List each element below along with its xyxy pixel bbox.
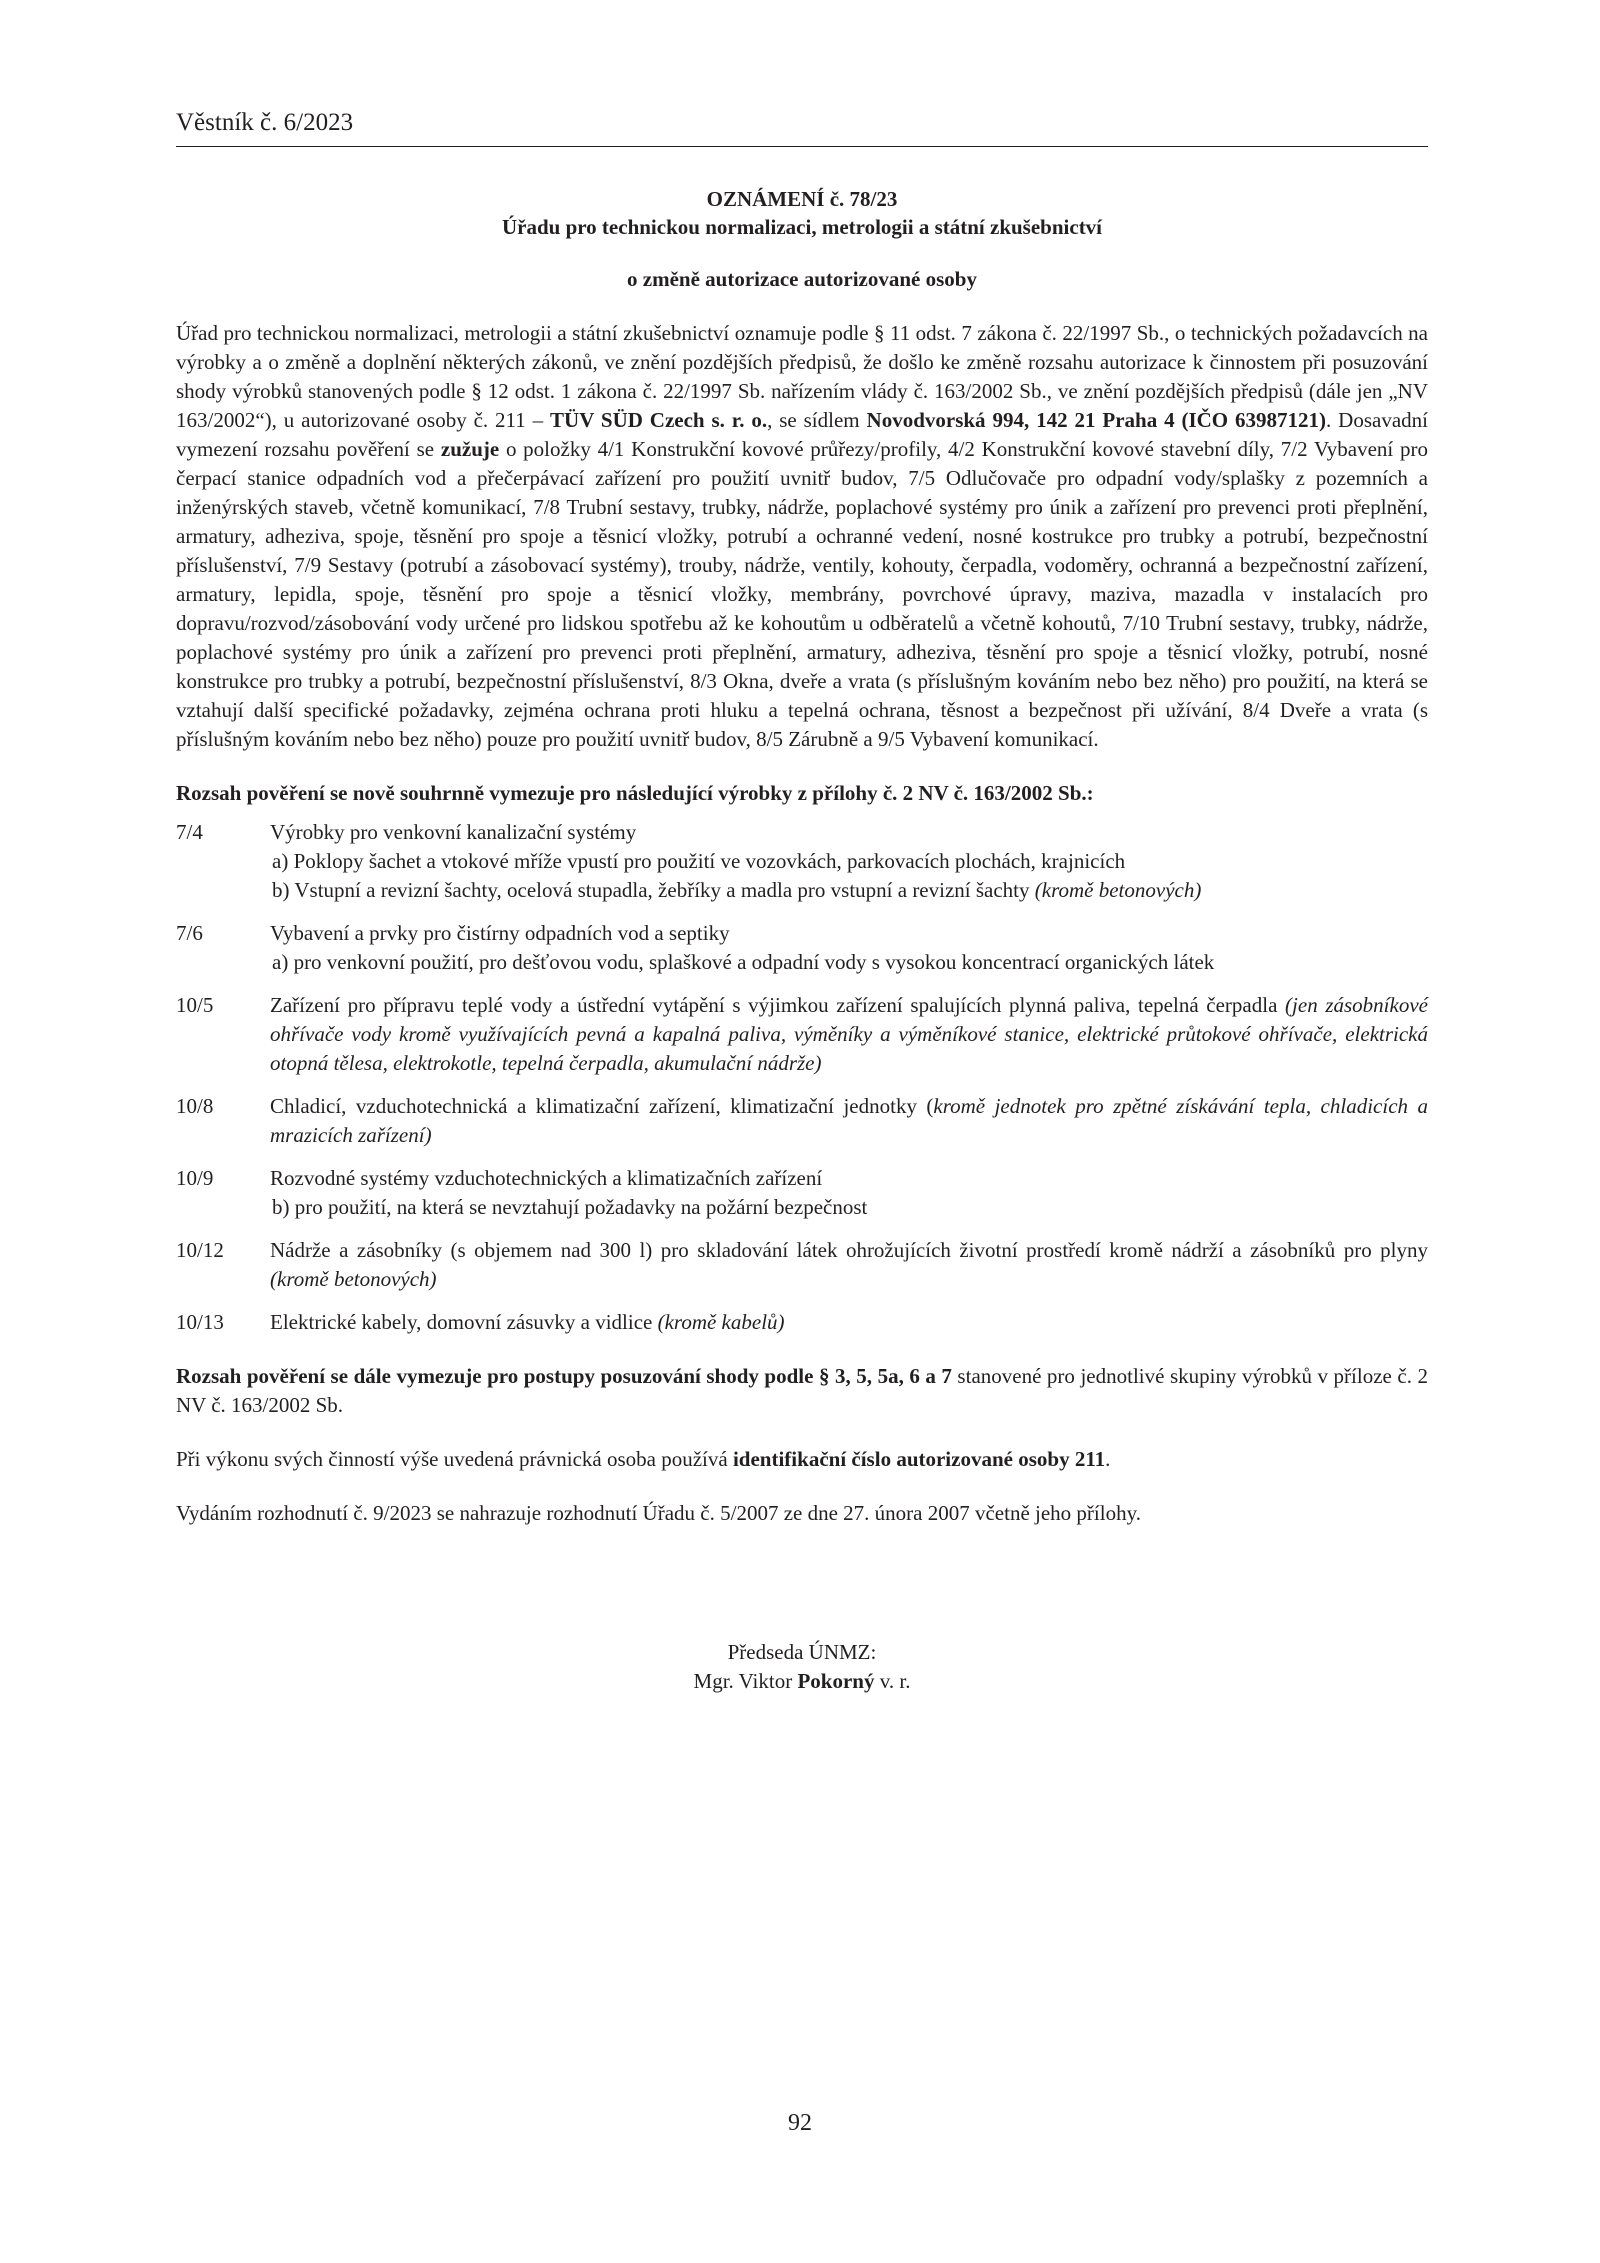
item-note: (jen zásobníkové ohřívače vody kromě využívajících pevná a kapalná paliva, výměníky a výměníkové stanice, elektrické průtokové ohřívače, elektrická otopná tělesa, elektrokotle, tepelná čerpadla, akumulační nádrže): [270, 993, 1428, 1075]
item-text: Nádrže a zásobníky (s objemem nad 300 l) pro skladování látek ohrožujících životní prostředí kromě nádrží a zásobníků pro plyny: [270, 1238, 1428, 1262]
list-item: [176, 991, 1428, 1078]
item-code: 10/9: [176, 1166, 214, 1190]
intro-paragraph: [176, 319, 1428, 754]
item-code: 7/4: [176, 820, 203, 844]
replacement-paragraph: Vydáním rozhodnutí č. 9/2023 se nahrazuje rozhodnutí Úřadu č. 5/2007 ze dne 27. února 2007 včetně jeho přílohy.: [176, 1501, 1141, 1525]
item-sub-b-note: (kromě betonových): [1034, 878, 1202, 902]
item-code: 10/12: [176, 1238, 224, 1262]
item-code: 10/8: [176, 1094, 214, 1118]
item-content: [270, 818, 1428, 905]
item-text: Elektrické kabely, domovní zásuvky a vidlice: [270, 1310, 658, 1334]
item-text: Zařízení pro přípravu teplé vody a ústřední vytápění s výjimkou zařízení spalujících plynná paliva, tepelná čerpadla: [270, 993, 1286, 1017]
page-number: 92: [788, 2110, 812, 2136]
list-item: [176, 1236, 1428, 1294]
item-line: Vybavení a prvky pro čistírny odpadních vod a septiky: [270, 921, 730, 945]
procedures-bold: Rozsah pověření se dále vymezuje pro postupy posuzování shody podle § 3, 5, 5a, 6 a 7: [176, 1364, 952, 1388]
item-content: [270, 919, 1428, 977]
item-sub-b-text: b) Vstupní a revizní šachty, ocelová stupadla, žebříky a madla pro vstupní a revizní šachty: [272, 878, 1035, 902]
procedures-paragraph: [176, 1362, 1428, 1420]
intro-text-4: o položky 4/1 Konstrukční kovové průřezy/profily, 4/2 Konstrukční kovové stavební díly, 7/2 Vybavení pro čerpací stanice odpadních vod a přečerpávací zařízení pro použití uvnitř budov, 7/5 Odlučovače pro odpadní vody/splašky z pozemních a inženýrských staveb, včetně komunikací, 7/8 Trubní sestavy, trubky, nádrže, poplachové systémy pro únik a zařízení pro prevenci proti přeplnění, armatury, adheziva, spoje, těsnění pro spoje a těsnicí vložky, potrubí a ochranné vedení, nosné kostrukce pro trubky a potrubí, bezpečnostní příslušenství, 7/9 Sestavy (potrubí a zásobovací systémy), trouby, nádrže, ventily, kohouty, čerpadla, vodoměry, ochranná a bezpečnostní zařízení, armatury, lepidla, spoje, těsnění pro spoje a těsnicí vložky, membrány, povrchové úpravy, maziva, mazadla v instalacích pro dopravu/rozvod/zásobování vody určené pro lidskou spotřebu až ke kohoutům u odběratelů a včetně kohoutů, 7/10 Trubní sestavy, trubky, nádrže, poplachové systémy pro únik a zařízení pro prevenci proti přeplnění, armatury, adheziva, těsnění pro spoje a těsnicí vložky, potrubí, nosné konstrukce pro trubky a potrubí, bezpečnostní příslušenství, 8/3 Okna, dveře a vrata (s příslušným kováním nebo bez něho) pro použití, na která se vztahují další specifické požadavky, zejména ochrana proti hluku a tepelná ochrana, těsnost a bezpečnost při užívání, 8/4 Dveře a vrata (s příslušným kováním nebo bez něho) pouze pro použití uvnitř budov, 8/5 Zárubně a 9/5 Vybavení komunikací.: [176, 437, 1428, 751]
list-item: [176, 1092, 1428, 1150]
item-code: 10/13: [176, 1310, 224, 1334]
item-note: kromě jednotek pro zpětné získávání tepla, chladicích a mrazicích zařízení): [270, 1094, 1428, 1147]
issuer-name: Úřadu pro technickou normalizaci, metrologii a státní zkušebnictví: [501, 215, 1103, 239]
item-content: [270, 1164, 1428, 1222]
signatory-name-suffix: v. r.: [874, 1669, 911, 1693]
product-list: [176, 818, 1428, 1337]
item-text: Chladicí, vzduchotechnická a klimatizační zařízení, klimatizační jednotky (: [270, 1094, 934, 1118]
list-item: [176, 919, 1428, 977]
item-note: (kromě kabelů): [657, 1310, 785, 1334]
item-sub-a: a) pro venkovní použití, pro dešťovou vodu, splaškové a odpadní vody s vysokou koncentrací organických látek: [272, 950, 1215, 974]
signature-block: [176, 1638, 1428, 1696]
narrowing-keyword: zužuje: [440, 437, 500, 461]
item-code: 7/6: [176, 921, 203, 945]
company-name: TÜV SÜD Czech s. r. o.: [550, 408, 768, 432]
item-content: [270, 1092, 1428, 1150]
identification-paragraph: [176, 1445, 1428, 1474]
intro-text-2: , se sídlem: [767, 408, 867, 432]
identification-text-2: .: [1105, 1447, 1111, 1471]
item-code: 10/5: [176, 993, 214, 1017]
item-sub-b: b) pro použití, na která se nevztahují požadavky na požární bezpečnost: [272, 1195, 868, 1219]
item-content: [270, 1308, 1428, 1337]
item-sub-b: [270, 876, 1428, 905]
signatory-role: Předseda ÚNMZ:: [727, 1640, 877, 1664]
journal-header: Věstník č. 6/2023: [176, 108, 1428, 147]
scope-heading: Rozsah pověření se nově souhrnně vymezuje pro následující výrobky z přílohy č. 2 NV č. 163/2002 Sb.:: [176, 781, 1094, 805]
list-item: [176, 1164, 1428, 1222]
notice-subject: o změně autorizace autorizované osoby: [627, 267, 977, 291]
company-address: Novodvorská 994, 142 21 Praha 4 (IČO 63987121): [866, 408, 1327, 432]
signatory-name: [176, 1667, 1428, 1696]
intro-text-3: . Dosavadní vymezení rozsahu pověření se: [176, 408, 1428, 461]
procedures-text: stanovené pro jednotlivé skupiny výrobků v příloze č. 2 NV č. 163/2002 Sb.: [176, 1364, 1428, 1417]
item-content: [270, 1236, 1428, 1294]
identification-text-1: Při výkonu svých činností výše uvedená právnická osoba používá: [176, 1447, 733, 1471]
item-sub-a: a) Poklopy šachet a vtokové mříže vpustí pro použití ve vozovkách, parkovacích plochách, krajnicích: [272, 849, 1126, 873]
list-item: [176, 1308, 1428, 1337]
item-line: Rozvodné systémy vzduchotechnických a klimatizačních zařízení: [270, 1166, 823, 1190]
notice-title: OZNÁMENÍ č. 78/23: [706, 187, 898, 211]
list-item: [176, 818, 1428, 905]
signatory-name-prefix: Mgr. Viktor: [693, 1669, 798, 1693]
document-page: [176, 108, 1428, 1696]
intro-text-1: Úřad pro technickou normalizaci, metrologii a státní zkušebnictví oznamuje podle § 11 odst. 7 zákona č. 22/1997 Sb., o technických požadavcích na výrobky a o změně a doplnění některých zákonů, ve znění pozdějších předpisů, že došlo ke změně rozsahu autorizace k činnostem při posuzování shody výrobků stanovených podle § 12 odst. 1 zákona č. 22/1997 Sb. nařízením vlády č. 163/2002 Sb., ve znění pozdějších předpisů (dále jen „NV 163/2002“), u autorizované osoby č. 211 –: [176, 321, 1428, 432]
identification-number: identifikační číslo autorizované osoby 211: [732, 1447, 1106, 1471]
item-content: [270, 991, 1428, 1078]
item-line: Výrobky pro venkovní kanalizační systémy: [270, 820, 637, 844]
signatory-surname: Pokorný: [797, 1669, 875, 1693]
item-note: (kromě betonových): [270, 1267, 437, 1291]
